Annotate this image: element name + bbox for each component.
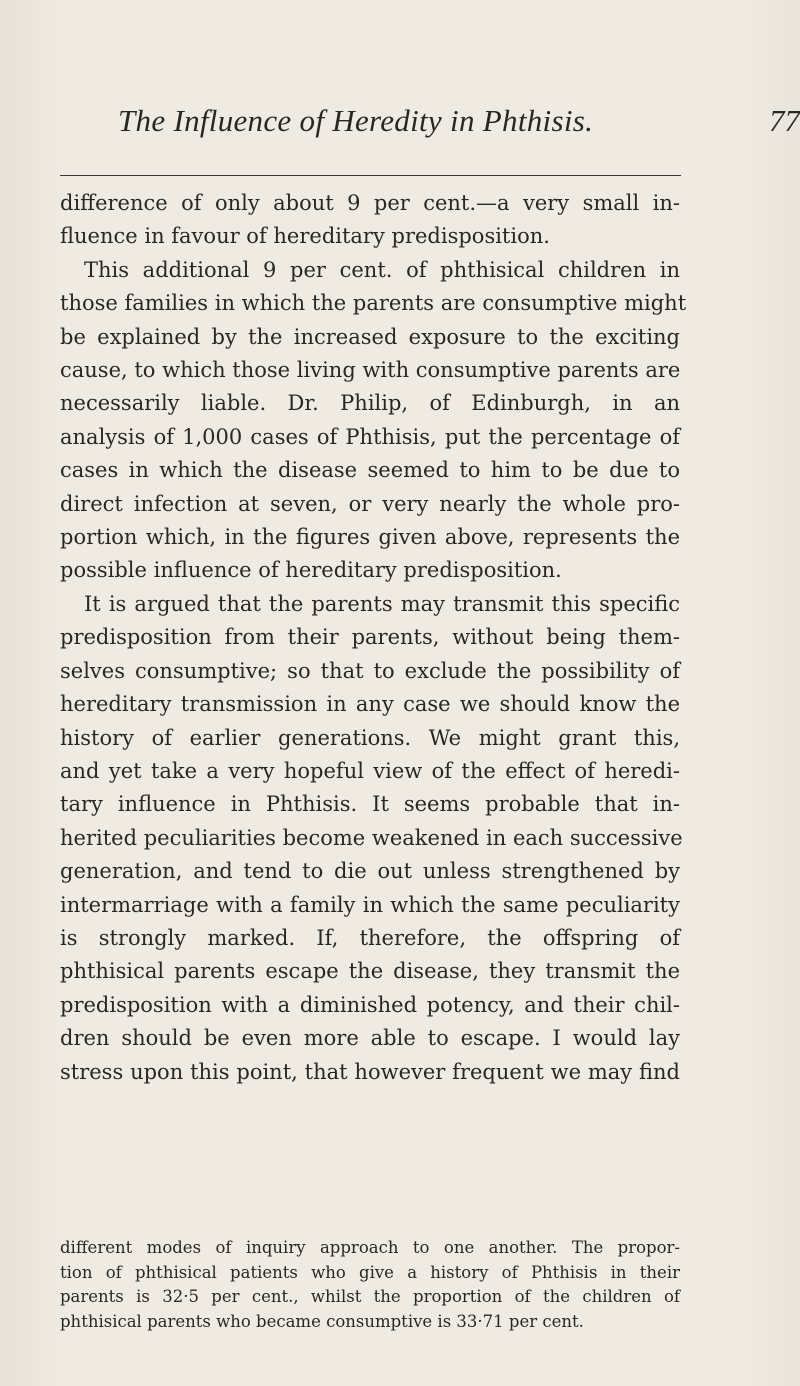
text-line: difference of only about 9 per cent.—a very small in- [60, 191, 680, 215]
text-line: generation, and tend to die out unless strengthened by [60, 859, 680, 884]
text-line: phthisical parents escape the disease, they transmit the [60, 959, 680, 984]
footnote-line: phthisical parents who became consumptive is 33·71 per cent. [60, 1312, 584, 1332]
text-line: dren should be even more able to escape. I would lay [60, 1026, 680, 1051]
text-line: stress upon this point, that however frequent we may find [60, 1059, 680, 1084]
text-line: analysis of 1,000 cases of Phthisis, put the percentage of [60, 424, 680, 449]
text-line: It is argued that the parents may transmit this specific [84, 591, 680, 616]
running-title: The Influence of Heredity in Phthisis. [118, 103, 594, 138]
page-number: 77 [769, 103, 800, 138]
text-line: cause, to which those living with consumptive parents are [60, 358, 681, 383]
text-line: selves consumptive; so that to exclude the possibility of [60, 658, 680, 683]
text-line: and yet take a very hopeful view of the effect of heredi- [60, 758, 680, 783]
text-line: tary influence in Phthisis. It seems probable that in- [60, 792, 680, 817]
text-line: is strongly marked. If, therefore, the offspring of [60, 925, 680, 950]
text-line: history of earlier generations. We might grant this, [60, 725, 680, 750]
text-line: cases in which the disease seemed to him to be due to [60, 458, 680, 483]
text-line: fluence in favour of hereditary predisposition. [60, 224, 550, 249]
text-line: predisposition from their parents, without being them- [60, 625, 680, 650]
text-line: This additional 9 per cent. of phthisical children in [84, 257, 680, 282]
footnote-line: parents is 32·5 per cent., whilst the proportion of the children of [60, 1287, 680, 1307]
footnote-line: tion of phthisical patients who give a history of Phthisis in their [60, 1262, 680, 1282]
header-rule [60, 175, 681, 176]
text-line: be explained by the increased exposure to the exciting [60, 324, 680, 349]
text-line: necessarily liable. Dr. Philip, of Edinburgh, in an [60, 391, 680, 416]
body-text [60, 187, 687, 1089]
text-line: portion which, in the figures given above, represents the [60, 525, 680, 550]
text-line: those families in which the parents are consumptive might [60, 291, 687, 316]
footnote [60, 1236, 680, 1335]
footnote-line: different modes of inquiry approach to one another. The propor- [60, 1238, 680, 1257]
text-line: hereditary transmission in any case we should know the [60, 692, 680, 717]
page-header [118, 103, 798, 153]
text-line: direct infection at seven, or very nearly the whole pro- [60, 491, 680, 516]
text-line: intermarriage with a family in which the same peculiarity [60, 892, 680, 917]
text-line: possible influence of hereditary predisposition. [60, 558, 562, 583]
text-line: predisposition with a diminished potency, and their chil- [60, 992, 680, 1017]
text-line: herited peculiarities become weakened in each successive [60, 825, 683, 850]
